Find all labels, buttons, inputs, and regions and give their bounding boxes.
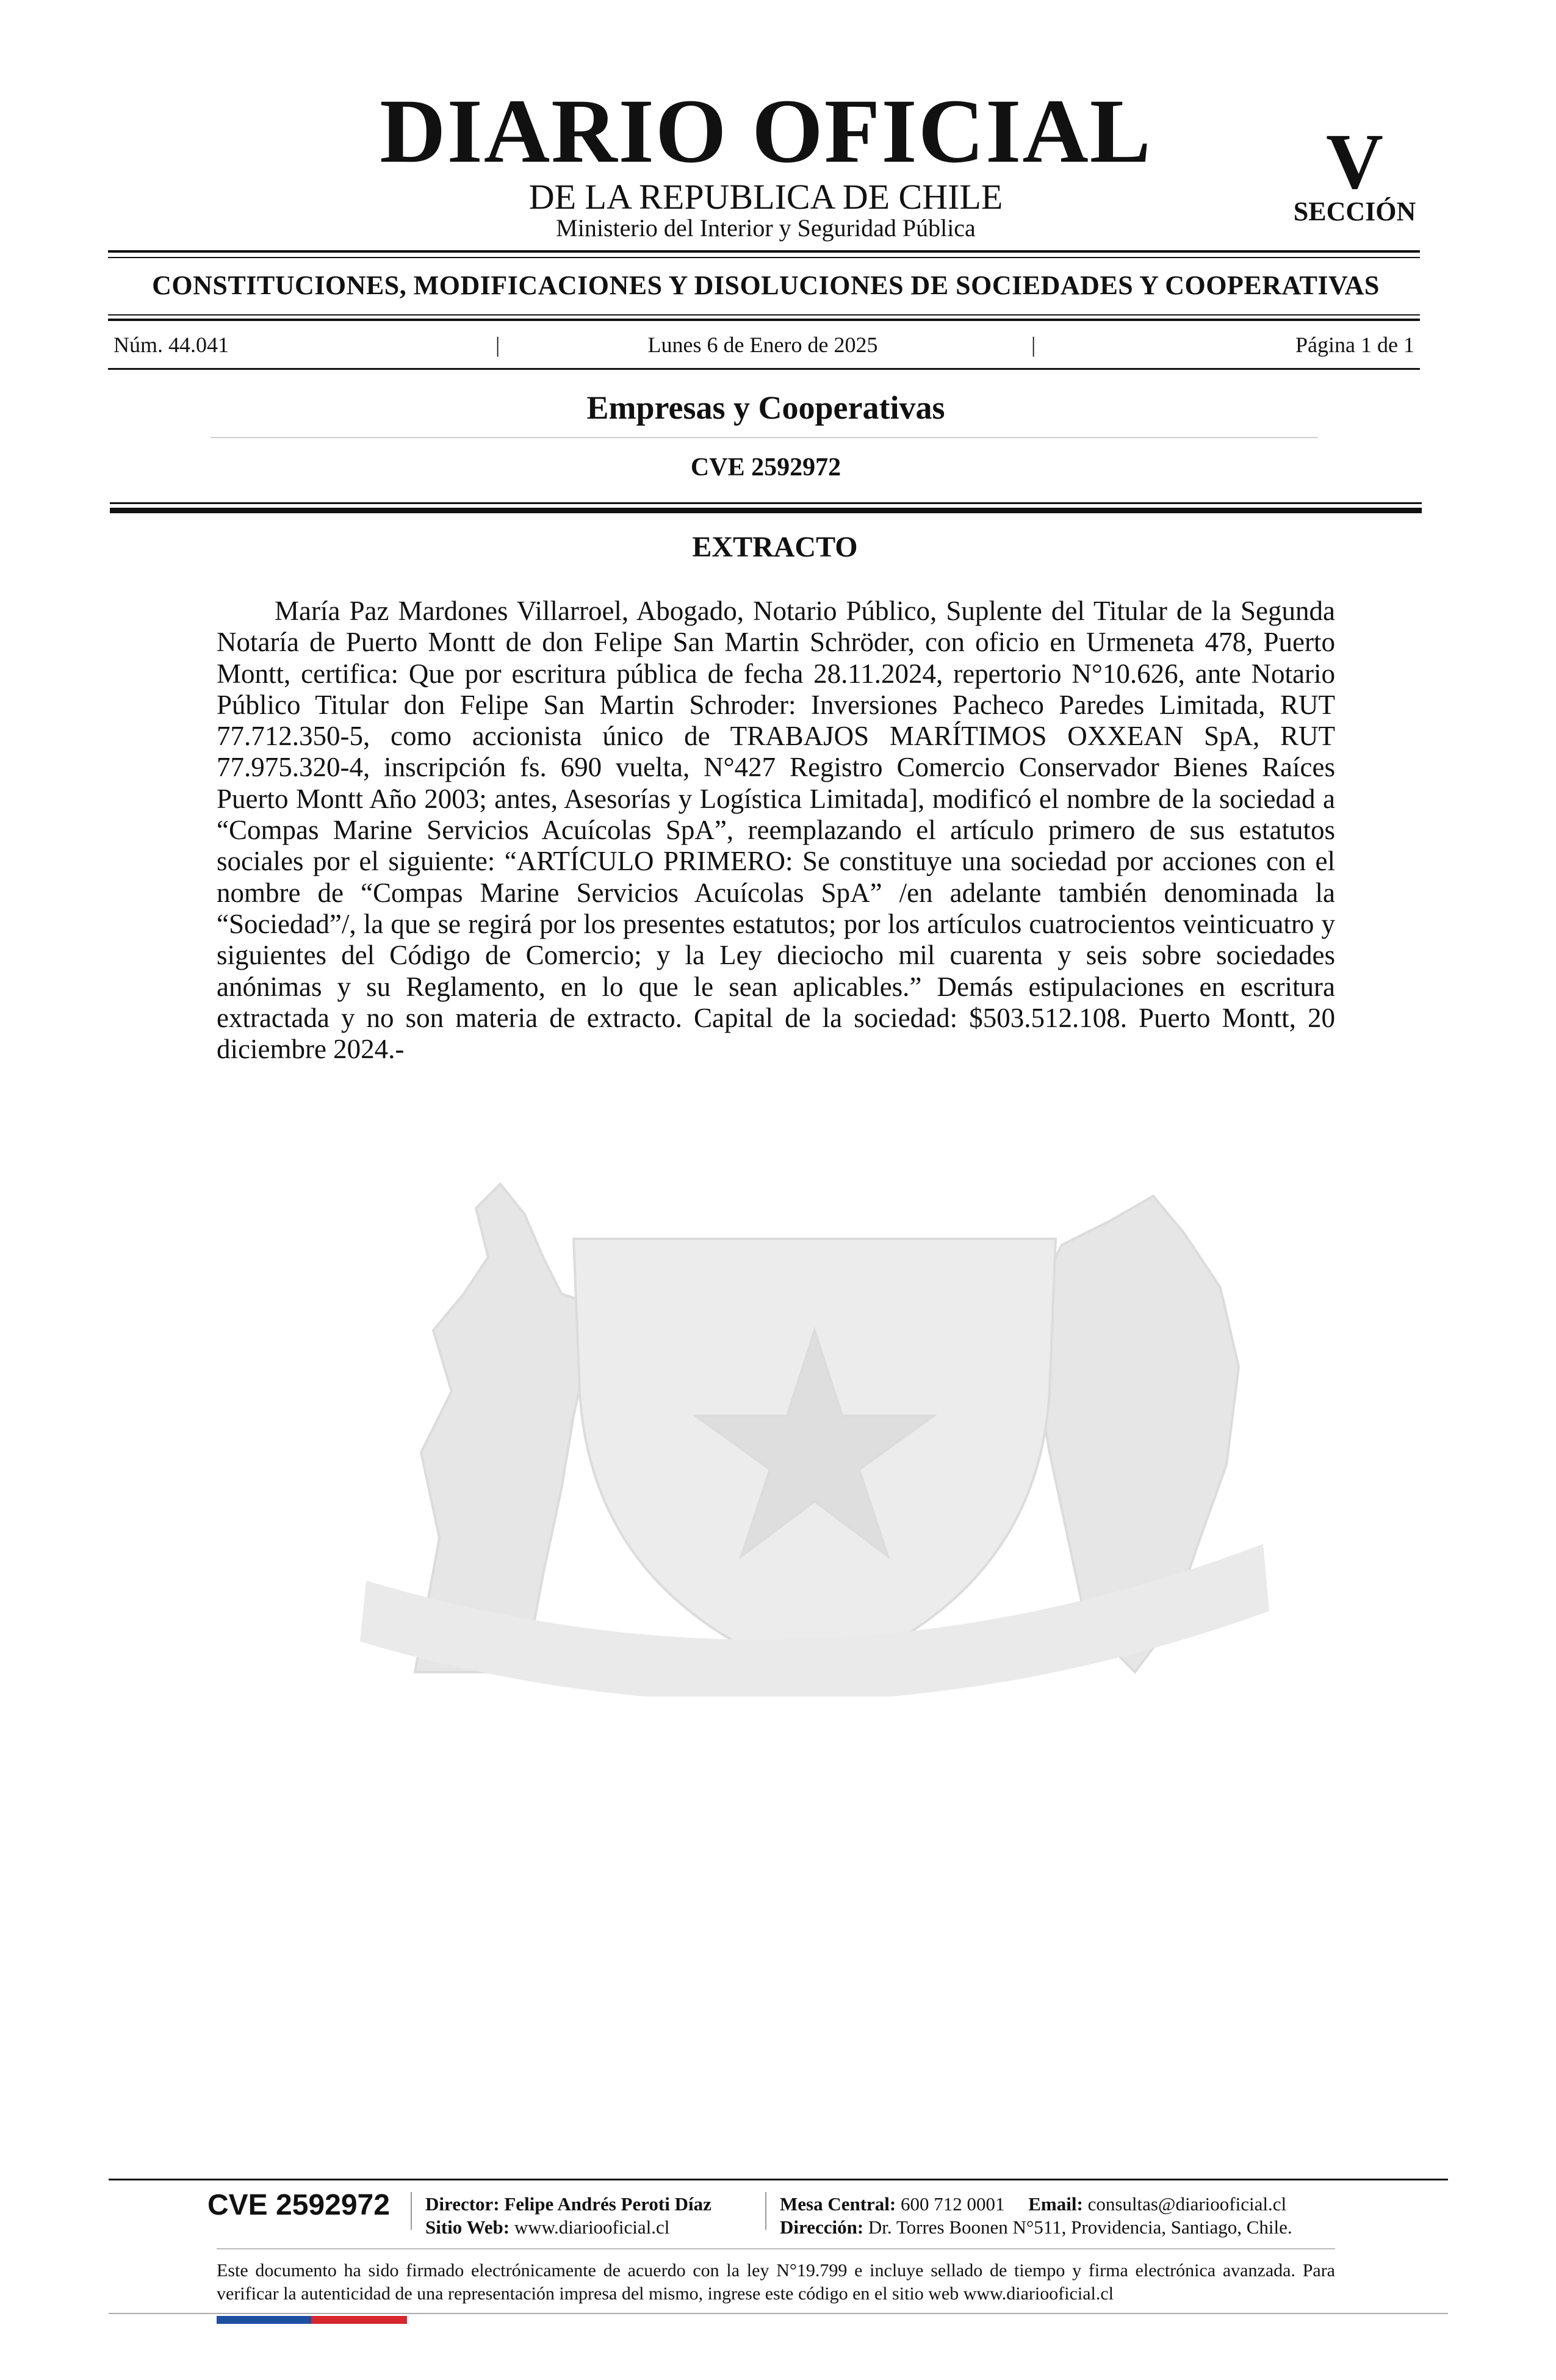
- address-label: Dirección:: [780, 2216, 864, 2238]
- section-word: SECCIÓN: [1293, 197, 1416, 226]
- divider: [110, 502, 1422, 504]
- masthead-title: DIARIO OFICIAL: [380, 81, 1152, 182]
- address-value: Dr. Torres Boonen N°511, Providencia, Santiago, Chile.: [868, 2216, 1292, 2238]
- masthead-subtitle: DE LA REPUBLICA DE CHILE: [528, 177, 1003, 217]
- footer-phone: [780, 2194, 1427, 2213]
- divider: [108, 314, 1420, 316]
- footer-director: [425, 2194, 767, 2213]
- section-title: Empresas y Cooperativas: [586, 389, 945, 426]
- phone-label: Mesa Central:: [780, 2193, 896, 2215]
- footer-legal-note: Este documento ha sido firmado electrónicamente de acuerdo con la ley N°19.799 e incluye sellado de tiempo y firma electrónica avanzada. Para verificar la autenticidad de una representación impresa del mismo, ingrese este código en el sitio web www.diariooficial.cl: [217, 2260, 1335, 2304]
- divider: [211, 437, 1318, 438]
- meta-separator: |: [1031, 333, 1036, 357]
- extract-title: EXTRACTO: [692, 531, 858, 563]
- footer-address: [780, 2218, 1427, 2237]
- page-indicator: Página 1 de 1: [1295, 333, 1414, 357]
- footer-divider: [109, 2179, 1448, 2180]
- section-letter: V: [1326, 118, 1383, 206]
- coat-of-arms-watermark: [342, 1074, 1294, 1697]
- flag-stripe-red: [311, 2316, 407, 2324]
- footer-cve-code: CVE 2592972: [207, 2189, 390, 2221]
- cve-code: CVE 2592972: [690, 453, 841, 481]
- director-label: Director:: [425, 2193, 500, 2215]
- footer-separator: [411, 2192, 412, 2230]
- divider: [108, 257, 1420, 258]
- director-value: Felipe Andrés Peroti Díaz: [504, 2193, 711, 2215]
- email-label: Email:: [1028, 2193, 1083, 2215]
- meta-separator: |: [495, 333, 500, 357]
- footer-website: [425, 2218, 767, 2237]
- divider: [108, 250, 1420, 253]
- website-value[interactable]: www.diariooficial.cl: [514, 2216, 670, 2238]
- email-value[interactable]: consultas@diariooficial.cl: [1087, 2193, 1287, 2215]
- footer-divider: [109, 2313, 1448, 2314]
- issue-number: Núm. 44.041: [113, 333, 229, 357]
- section-banner: CONSTITUCIONES, MODIFICACIONES Y DISOLUCIONES DE SOCIEDADES Y COOPERATIVAS: [152, 270, 1380, 300]
- divider: [110, 508, 1422, 513]
- footer-separator: [765, 2192, 766, 2230]
- flag-stripe-blue: [217, 2316, 311, 2324]
- divider: [108, 368, 1420, 370]
- extract-body: María Paz Mardones Villarroel, Abogado, Notario Público, Suplente del Titular de la Segunda Notaría de Puerto Montt de don Felipe San Martin Schröder, con oficio en Urmeneta 478, Puerto Montt, certifica: Que por escritura pública de fecha 28.11.2024, repertorio N°10.626, ante Notario Público Titular don Felipe San Martin Schroder: Inversiones Pacheco Paredes Limitada, RUT 77.712.350-5, como accionista único de TRABAJOS MARÍTIMOS OXXEAN SpA, RUT 77.975.320-4, inscripción fs. 690 vuelta, N°427 Registro Comercio Conservador Bienes Raíces Puerto Montt Año 2003; antes, Asesorías y Logística Limitada], modificó el nombre de la sociedad a “Compas Marine Servicios Acuícolas SpA”, reemplazando el artículo primero de sus estatutos sociales por el siguiente: “ARTÍCULO PRIMERO: Se constituye una sociedad por acciones con el nombre de “Compas Marine Servicios Acuícolas SpA” /en adelante también denominada la “Sociedad”/, la que se regirá por los presentes estatutos; por los artículos cuatrocientos veinticuatro y siguientes del Código de Comercio; y la Ley dieciocho mil cuarenta y seis sobre sociedades anónimas y su Reglamento, en lo que le sean aplicables.” Demás estipulaciones en escritura extractada y no son materia de extracto. Capital de la sociedad: $503.512.108. Puerto Montt, 20 diciembre 2024.-: [217, 596, 1335, 1065]
- footer-divider: [217, 2248, 1335, 2249]
- masthead-ministry: Ministerio del Interior y Seguridad Pública: [556, 214, 976, 242]
- phone-value: 600 712 0001: [901, 2193, 1005, 2215]
- divider: [108, 319, 1420, 321]
- website-label: Sitio Web:: [425, 2216, 510, 2238]
- issue-date: Lunes 6 de Enero de 2025: [647, 333, 878, 357]
